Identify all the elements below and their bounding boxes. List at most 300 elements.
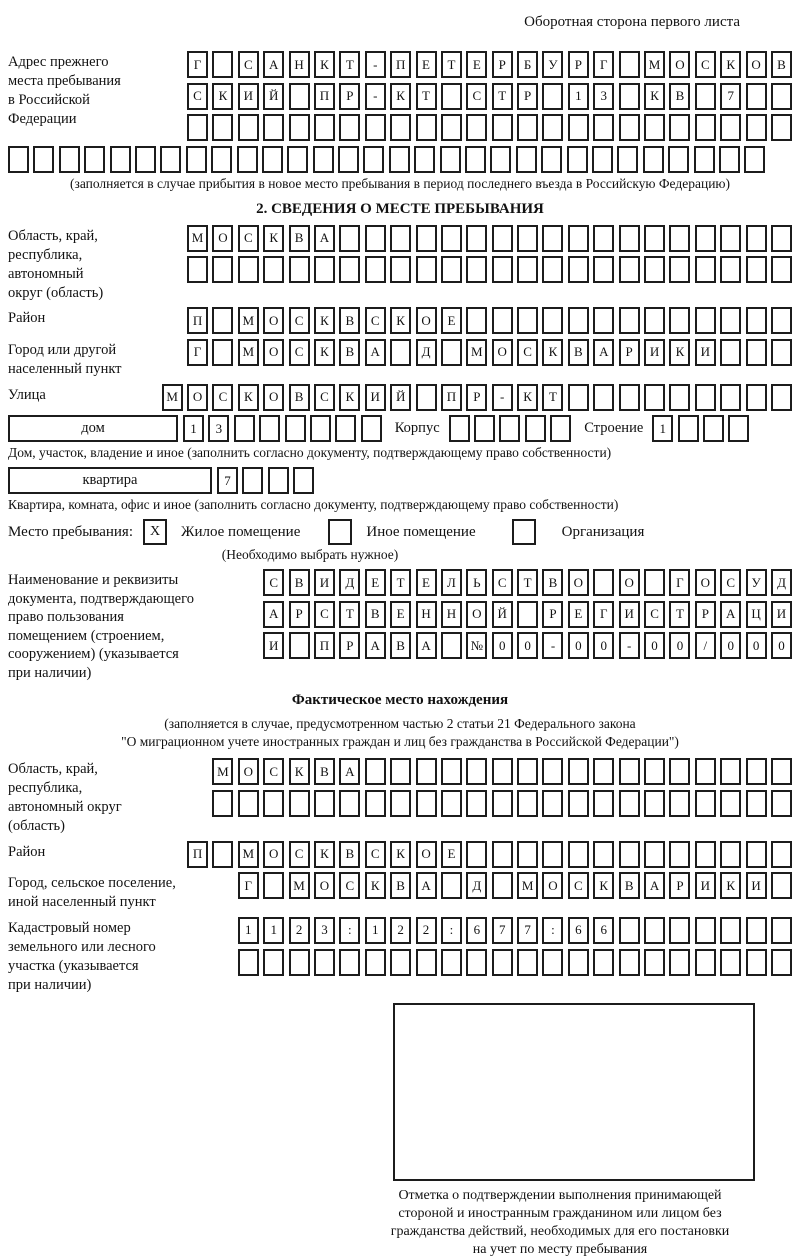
char-box[interactable] xyxy=(541,146,562,173)
char-box[interactable]: К xyxy=(390,307,411,334)
char-box[interactable] xyxy=(525,415,546,442)
char-box[interactable] xyxy=(771,841,792,868)
char-box[interactable] xyxy=(339,114,360,141)
char-box[interactable]: 2 xyxy=(390,917,411,944)
char-box[interactable] xyxy=(669,917,690,944)
char-box[interactable] xyxy=(339,256,360,283)
char-box[interactable]: Н xyxy=(416,601,437,628)
char-box[interactable] xyxy=(542,841,563,868)
char-box[interactable] xyxy=(703,415,724,442)
char-box[interactable]: У xyxy=(542,51,563,78)
char-box[interactable] xyxy=(441,949,462,976)
char-box[interactable] xyxy=(416,256,437,283)
char-box[interactable]: Е xyxy=(416,51,437,78)
char-box[interactable]: Г xyxy=(593,601,614,628)
char-box[interactable] xyxy=(289,949,310,976)
char-box[interactable]: С xyxy=(263,758,284,785)
char-box[interactable] xyxy=(619,841,640,868)
char-box[interactable] xyxy=(474,415,495,442)
char-box[interactable] xyxy=(746,841,767,868)
char-box[interactable] xyxy=(593,569,614,596)
char-box[interactable]: П xyxy=(314,632,335,659)
checkbox-residential[interactable]: X xyxy=(143,519,167,545)
char-box[interactable] xyxy=(212,339,233,366)
char-box[interactable]: С xyxy=(695,51,716,78)
char-box[interactable] xyxy=(542,307,563,334)
char-box[interactable]: И xyxy=(644,339,665,366)
char-box[interactable]: 1 xyxy=(568,83,589,110)
char-box[interactable]: М xyxy=(517,872,538,899)
char-box[interactable]: У xyxy=(746,569,767,596)
char-box[interactable] xyxy=(416,758,437,785)
char-box[interactable]: - xyxy=(365,83,386,110)
char-box[interactable] xyxy=(339,225,360,252)
char-box[interactable] xyxy=(771,758,792,785)
char-box[interactable]: Т xyxy=(492,83,513,110)
char-box[interactable] xyxy=(568,949,589,976)
char-box[interactable]: О xyxy=(492,339,513,366)
char-box[interactable] xyxy=(644,949,665,976)
char-box[interactable]: Т xyxy=(542,384,563,411)
char-box[interactable]: С xyxy=(187,83,208,110)
char-box[interactable]: С xyxy=(314,601,335,628)
char-box[interactable] xyxy=(517,949,538,976)
char-box[interactable]: 2 xyxy=(416,917,437,944)
char-box[interactable] xyxy=(568,790,589,817)
char-box[interactable]: 1 xyxy=(652,415,673,442)
char-box[interactable]: О xyxy=(263,339,284,366)
char-box[interactable]: С xyxy=(289,307,310,334)
char-box[interactable]: М xyxy=(289,872,310,899)
char-box[interactable] xyxy=(238,256,259,283)
char-box[interactable] xyxy=(335,415,356,442)
char-box[interactable]: 7 xyxy=(217,467,238,494)
char-box[interactable]: И xyxy=(695,339,716,366)
char-box[interactable]: А xyxy=(593,339,614,366)
char-box[interactable] xyxy=(619,256,640,283)
char-box[interactable] xyxy=(568,758,589,785)
char-box[interactable] xyxy=(310,415,331,442)
char-box[interactable] xyxy=(492,841,513,868)
char-box[interactable] xyxy=(492,758,513,785)
char-box[interactable] xyxy=(720,256,741,283)
char-box[interactable]: : xyxy=(339,917,360,944)
char-box[interactable] xyxy=(314,114,335,141)
char-box[interactable] xyxy=(619,225,640,252)
char-box[interactable]: Р xyxy=(339,632,360,659)
char-box[interactable]: К xyxy=(314,307,335,334)
char-box[interactable]: Г xyxy=(669,569,690,596)
char-box[interactable] xyxy=(361,415,382,442)
char-box[interactable] xyxy=(746,256,767,283)
char-box[interactable]: 3 xyxy=(593,83,614,110)
char-box[interactable] xyxy=(643,146,664,173)
char-box[interactable] xyxy=(187,256,208,283)
char-box[interactable] xyxy=(517,307,538,334)
char-box[interactable] xyxy=(212,790,233,817)
char-box[interactable]: 0 xyxy=(568,632,589,659)
char-box[interactable]: В xyxy=(365,601,386,628)
char-box[interactable] xyxy=(466,225,487,252)
char-box[interactable]: В xyxy=(289,225,310,252)
char-box[interactable]: В xyxy=(542,569,563,596)
char-box[interactable]: Т xyxy=(416,83,437,110)
char-box[interactable]: Г xyxy=(187,339,208,366)
char-box[interactable] xyxy=(542,225,563,252)
char-box[interactable] xyxy=(212,307,233,334)
checkbox-other-premises[interactable] xyxy=(328,519,352,545)
char-box[interactable]: / xyxy=(695,632,716,659)
char-box[interactable] xyxy=(516,146,537,173)
char-box[interactable] xyxy=(568,384,589,411)
char-box[interactable]: О xyxy=(669,51,690,78)
char-box[interactable] xyxy=(746,758,767,785)
char-box[interactable] xyxy=(644,384,665,411)
char-box[interactable]: Т xyxy=(339,601,360,628)
char-box[interactable]: К xyxy=(669,339,690,366)
char-box[interactable] xyxy=(441,225,462,252)
char-box[interactable] xyxy=(466,841,487,868)
char-box[interactable]: И xyxy=(365,384,386,411)
char-box[interactable]: Р xyxy=(695,601,716,628)
char-box[interactable]: И xyxy=(263,632,284,659)
char-box[interactable] xyxy=(542,83,563,110)
char-box[interactable]: С xyxy=(492,569,513,596)
char-box[interactable]: : xyxy=(542,917,563,944)
char-box[interactable]: В xyxy=(339,339,360,366)
char-box[interactable] xyxy=(568,225,589,252)
char-box[interactable]: Н xyxy=(441,601,462,628)
char-box[interactable]: О xyxy=(695,569,716,596)
char-box[interactable]: 0 xyxy=(492,632,513,659)
char-box[interactable] xyxy=(746,949,767,976)
char-box[interactable]: : xyxy=(441,917,462,944)
char-box[interactable]: П xyxy=(441,384,462,411)
char-box[interactable]: Г xyxy=(238,872,259,899)
char-box[interactable] xyxy=(719,146,740,173)
char-box[interactable]: Р xyxy=(619,339,640,366)
char-box[interactable] xyxy=(339,949,360,976)
char-box[interactable]: 7 xyxy=(720,83,741,110)
char-box[interactable] xyxy=(314,949,335,976)
char-box[interactable]: К xyxy=(644,83,665,110)
char-box[interactable]: Е xyxy=(441,841,462,868)
char-box[interactable] xyxy=(728,415,749,442)
char-box[interactable] xyxy=(365,225,386,252)
char-box[interactable]: 0 xyxy=(720,632,741,659)
char-box[interactable] xyxy=(263,790,284,817)
char-box[interactable]: Г xyxy=(187,51,208,78)
char-box[interactable]: 6 xyxy=(568,917,589,944)
char-box[interactable] xyxy=(593,790,614,817)
char-box[interactable]: Д xyxy=(339,569,360,596)
char-box[interactable] xyxy=(517,225,538,252)
char-box[interactable] xyxy=(617,146,638,173)
char-box[interactable]: А xyxy=(365,632,386,659)
char-box[interactable]: М xyxy=(187,225,208,252)
char-box[interactable]: О xyxy=(466,601,487,628)
char-box[interactable] xyxy=(289,632,310,659)
char-box[interactable]: Д xyxy=(466,872,487,899)
char-box[interactable]: М xyxy=(644,51,665,78)
char-box[interactable]: А xyxy=(720,601,741,628)
char-box[interactable] xyxy=(720,384,741,411)
char-box[interactable] xyxy=(416,384,437,411)
char-box[interactable] xyxy=(212,841,233,868)
char-box[interactable] xyxy=(619,307,640,334)
char-box[interactable]: И xyxy=(746,872,767,899)
char-box[interactable] xyxy=(517,256,538,283)
char-box[interactable]: Р xyxy=(339,83,360,110)
char-box[interactable] xyxy=(416,225,437,252)
char-box[interactable] xyxy=(390,949,411,976)
char-box[interactable] xyxy=(720,790,741,817)
char-box[interactable]: С xyxy=(644,601,665,628)
char-box[interactable]: С xyxy=(720,569,741,596)
char-box[interactable] xyxy=(746,790,767,817)
char-box[interactable]: И xyxy=(619,601,640,628)
char-box[interactable] xyxy=(492,225,513,252)
char-box[interactable] xyxy=(695,949,716,976)
char-box[interactable] xyxy=(771,790,792,817)
char-box[interactable]: В xyxy=(339,307,360,334)
char-box[interactable] xyxy=(441,872,462,899)
apartment-type-box[interactable]: квартира xyxy=(8,467,212,494)
char-box[interactable] xyxy=(365,114,386,141)
char-box[interactable] xyxy=(619,384,640,411)
char-box[interactable]: Е xyxy=(390,601,411,628)
char-box[interactable] xyxy=(363,146,384,173)
char-box[interactable] xyxy=(390,790,411,817)
char-box[interactable] xyxy=(568,114,589,141)
char-box[interactable]: В xyxy=(390,872,411,899)
char-box[interactable] xyxy=(441,758,462,785)
char-box[interactable]: 0 xyxy=(593,632,614,659)
char-box[interactable] xyxy=(517,114,538,141)
char-box[interactable]: К xyxy=(365,872,386,899)
char-box[interactable] xyxy=(492,256,513,283)
char-box[interactable]: О xyxy=(416,307,437,334)
char-box[interactable] xyxy=(695,256,716,283)
char-box[interactable] xyxy=(619,758,640,785)
char-box[interactable] xyxy=(390,339,411,366)
char-box[interactable]: А xyxy=(644,872,665,899)
char-box[interactable] xyxy=(694,146,715,173)
char-box[interactable] xyxy=(720,307,741,334)
char-box[interactable] xyxy=(593,307,614,334)
char-box[interactable]: М xyxy=(212,758,233,785)
char-box[interactable] xyxy=(441,339,462,366)
char-box[interactable]: № xyxy=(466,632,487,659)
char-box[interactable] xyxy=(668,146,689,173)
char-box[interactable] xyxy=(695,114,716,141)
char-box[interactable] xyxy=(644,307,665,334)
char-box[interactable] xyxy=(644,114,665,141)
char-box[interactable]: 1 xyxy=(365,917,386,944)
char-box[interactable] xyxy=(695,225,716,252)
char-box[interactable] xyxy=(238,949,259,976)
char-box[interactable] xyxy=(771,225,792,252)
char-box[interactable] xyxy=(449,415,470,442)
char-box[interactable]: О xyxy=(187,384,208,411)
char-box[interactable]: В xyxy=(669,83,690,110)
char-box[interactable]: М xyxy=(162,384,183,411)
char-box[interactable] xyxy=(771,256,792,283)
char-box[interactable] xyxy=(542,949,563,976)
char-box[interactable] xyxy=(416,790,437,817)
char-box[interactable] xyxy=(695,384,716,411)
char-box[interactable]: - xyxy=(365,51,386,78)
char-box[interactable]: В xyxy=(314,758,335,785)
char-box[interactable]: О xyxy=(314,872,335,899)
char-box[interactable] xyxy=(720,758,741,785)
char-box[interactable]: К xyxy=(517,384,538,411)
char-box[interactable]: Р xyxy=(568,51,589,78)
char-box[interactable] xyxy=(466,114,487,141)
char-box[interactable] xyxy=(263,949,284,976)
char-box[interactable]: Д xyxy=(416,339,437,366)
char-box[interactable]: - xyxy=(619,632,640,659)
char-box[interactable]: Р xyxy=(669,872,690,899)
char-box[interactable]: В xyxy=(619,872,640,899)
char-box[interactable] xyxy=(289,83,310,110)
char-box[interactable]: К xyxy=(314,51,335,78)
char-box[interactable]: С xyxy=(263,569,284,596)
char-box[interactable]: 1 xyxy=(183,415,204,442)
char-box[interactable] xyxy=(542,758,563,785)
char-box[interactable]: П xyxy=(314,83,335,110)
char-box[interactable] xyxy=(492,114,513,141)
char-box[interactable] xyxy=(365,949,386,976)
char-box[interactable] xyxy=(390,758,411,785)
char-box[interactable] xyxy=(669,790,690,817)
char-box[interactable]: Б xyxy=(517,51,538,78)
char-box[interactable] xyxy=(285,415,306,442)
char-box[interactable]: К xyxy=(339,384,360,411)
char-box[interactable] xyxy=(695,758,716,785)
char-box[interactable] xyxy=(263,114,284,141)
char-box[interactable]: К xyxy=(720,872,741,899)
char-box[interactable]: В xyxy=(390,632,411,659)
char-box[interactable]: Ь xyxy=(466,569,487,596)
char-box[interactable]: С xyxy=(289,841,310,868)
char-box[interactable]: 0 xyxy=(669,632,690,659)
char-box[interactable] xyxy=(542,114,563,141)
char-box[interactable]: К xyxy=(212,83,233,110)
char-box[interactable] xyxy=(263,256,284,283)
char-box[interactable] xyxy=(695,917,716,944)
char-box[interactable] xyxy=(186,146,207,173)
char-box[interactable] xyxy=(289,256,310,283)
char-box[interactable]: А xyxy=(314,225,335,252)
char-box[interactable] xyxy=(234,415,255,442)
char-box[interactable]: О xyxy=(263,384,284,411)
char-box[interactable]: О xyxy=(212,225,233,252)
char-box[interactable] xyxy=(593,758,614,785)
char-box[interactable] xyxy=(259,415,280,442)
char-box[interactable]: Е xyxy=(568,601,589,628)
char-box[interactable] xyxy=(720,841,741,868)
char-box[interactable]: Р xyxy=(542,601,563,628)
char-box[interactable] xyxy=(720,917,741,944)
char-box[interactable] xyxy=(160,146,181,173)
char-box[interactable] xyxy=(466,790,487,817)
char-box[interactable]: О xyxy=(568,569,589,596)
char-box[interactable]: А xyxy=(339,758,360,785)
char-box[interactable]: Е xyxy=(441,307,462,334)
char-box[interactable] xyxy=(313,146,334,173)
char-box[interactable]: М xyxy=(238,339,259,366)
char-box[interactable] xyxy=(720,339,741,366)
char-box[interactable] xyxy=(568,256,589,283)
char-box[interactable]: С xyxy=(212,384,233,411)
char-box[interactable] xyxy=(33,146,54,173)
char-box[interactable] xyxy=(644,790,665,817)
char-box[interactable]: Е xyxy=(466,51,487,78)
char-box[interactable] xyxy=(771,114,792,141)
char-box[interactable] xyxy=(416,114,437,141)
char-box[interactable] xyxy=(187,114,208,141)
char-box[interactable] xyxy=(619,51,640,78)
char-box[interactable] xyxy=(314,256,335,283)
char-box[interactable] xyxy=(746,225,767,252)
char-box[interactable]: 6 xyxy=(466,917,487,944)
char-box[interactable] xyxy=(644,917,665,944)
char-box[interactable] xyxy=(744,146,765,173)
char-box[interactable] xyxy=(390,225,411,252)
char-box[interactable] xyxy=(492,949,513,976)
char-box[interactable] xyxy=(644,569,665,596)
char-box[interactable] xyxy=(669,841,690,868)
char-box[interactable] xyxy=(720,949,741,976)
char-box[interactable]: С xyxy=(517,339,538,366)
char-box[interactable]: А xyxy=(263,601,284,628)
char-box[interactable] xyxy=(289,114,310,141)
char-box[interactable]: О xyxy=(238,758,259,785)
char-box[interactable] xyxy=(466,758,487,785)
char-box[interactable]: К xyxy=(390,83,411,110)
char-box[interactable]: Р xyxy=(517,83,538,110)
char-box[interactable] xyxy=(8,146,29,173)
char-box[interactable] xyxy=(212,114,233,141)
char-box[interactable]: К xyxy=(314,841,335,868)
char-box[interactable]: Т xyxy=(441,51,462,78)
char-box[interactable] xyxy=(678,415,699,442)
char-box[interactable]: О xyxy=(542,872,563,899)
char-box[interactable] xyxy=(746,307,767,334)
char-box[interactable] xyxy=(771,917,792,944)
char-box[interactable]: М xyxy=(466,339,487,366)
char-box[interactable]: С xyxy=(289,339,310,366)
char-box[interactable]: 0 xyxy=(746,632,767,659)
char-box[interactable]: И xyxy=(695,872,716,899)
char-box[interactable]: Й xyxy=(263,83,284,110)
char-box[interactable]: К xyxy=(720,51,741,78)
char-box[interactable]: В xyxy=(289,569,310,596)
char-box[interactable] xyxy=(771,83,792,110)
char-box[interactable]: С xyxy=(339,872,360,899)
char-box[interactable] xyxy=(669,758,690,785)
char-box[interactable] xyxy=(517,601,538,628)
house-type-box[interactable]: дом xyxy=(8,415,178,442)
char-box[interactable] xyxy=(695,83,716,110)
char-box[interactable]: И xyxy=(238,83,259,110)
char-box[interactable] xyxy=(619,83,640,110)
char-box[interactable] xyxy=(499,415,520,442)
char-box[interactable]: - xyxy=(542,632,563,659)
char-box[interactable]: К xyxy=(263,225,284,252)
char-box[interactable] xyxy=(492,790,513,817)
